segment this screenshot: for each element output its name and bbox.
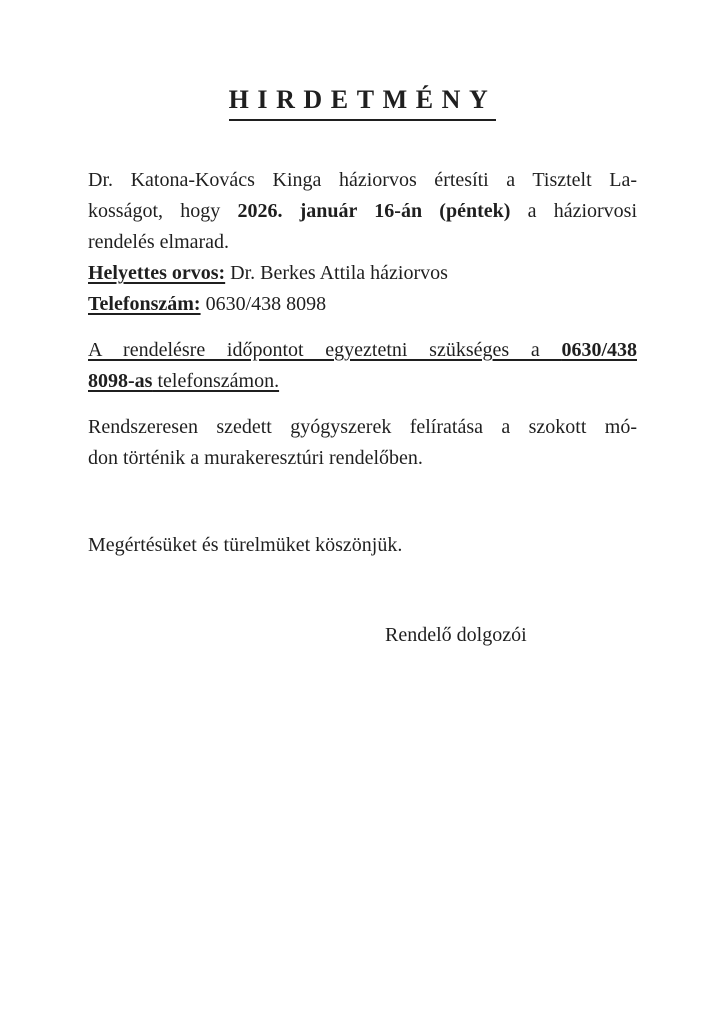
intro-line-2-post: a háziorvosi	[510, 200, 638, 223]
prescription-paragraph	[88, 412, 637, 474]
substitute-doctor-block	[88, 258, 637, 320]
appointment-line-2-text: telefonszámon.	[152, 370, 280, 393]
notice-title: HIRDETMÉNY	[229, 84, 497, 121]
appointment-line-1-text: A rendelésre időpontot egyeztetni szükséges a	[88, 339, 562, 362]
title-row	[88, 84, 637, 121]
prescription-line-2	[88, 443, 637, 474]
appointment-line-1	[88, 335, 637, 366]
substitute-doctor-line	[88, 258, 637, 289]
intro-line-3	[88, 227, 637, 258]
thanks-line	[88, 530, 637, 561]
intro-line-2	[88, 196, 637, 227]
intro-paragraph	[88, 165, 637, 258]
phone-label: Telefonszám:	[88, 293, 201, 316]
signature-line	[385, 620, 637, 651]
notice-date-bold: 2026. január 16-án (péntek)	[237, 200, 511, 223]
appointment-line-2	[88, 366, 637, 397]
signature-text: Rendelő dolgozói	[385, 624, 527, 647]
phone-number: 0630/438 8098	[200, 293, 327, 316]
prescription-line-1-text: Rendszeresen szedett gyógyszerek felíratása a szokott mó-	[88, 416, 637, 439]
intro-line-3-text: rendelés elmarad.	[88, 231, 230, 254]
signature-block	[88, 620, 637, 651]
intro-line-1-text: Dr. Katona-Kovács Kinga háziorvos értesíti a Tisztelt La-	[88, 169, 637, 192]
appointment-phone-part-1: 0630/438	[561, 339, 637, 362]
thanks-text: Megértésüket és türelmüket köszönjük.	[88, 534, 403, 557]
substitute-doctor-value: Dr. Berkes Attila háziorvos	[225, 262, 448, 285]
prescription-line-2-text: don történik a murakeresztúri rendelőben.	[88, 447, 423, 470]
prescription-line-1	[88, 412, 637, 443]
intro-line-1	[88, 165, 637, 196]
thanks-paragraph	[88, 530, 637, 561]
appointment-phone-part-2: 8098-as	[88, 370, 153, 393]
intro-line-2-pre: kosságot, hogy	[88, 200, 238, 223]
phone-line	[88, 289, 637, 320]
appointment-paragraph	[88, 335, 637, 397]
substitute-doctor-label: Helyettes orvos:	[88, 262, 226, 285]
